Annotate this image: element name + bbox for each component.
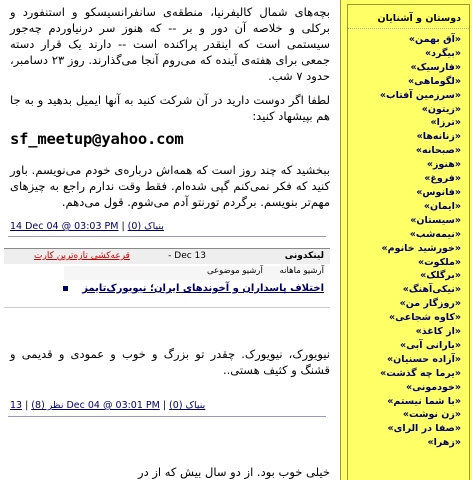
friend-list-item — [348, 297, 461, 311]
separator: | — [162, 400, 167, 411]
friend-list-item — [348, 367, 461, 381]
friend-list-item — [348, 422, 461, 436]
friend-link[interactable]: «نیکی‌آهنگ» — [402, 284, 461, 296]
separator: | — [25, 400, 29, 411]
friend-list-item — [348, 47, 461, 61]
friend-link[interactable]: «زیتون» — [421, 103, 461, 115]
trackback-link[interactable]: بنیاک (0) — [127, 221, 164, 232]
linkdooni-date: - Dec 13 — [168, 251, 206, 261]
friend-link[interactable]: «نیمه‌شب» — [409, 228, 461, 240]
friend-list-item — [348, 103, 461, 117]
post-permalink-date[interactable]: 14 Dec 04 @ 03:03 PM — [10, 221, 119, 232]
friend-list-item — [348, 325, 461, 339]
friend-list-item — [348, 158, 461, 172]
friend-link[interactable]: «فانوس» — [416, 186, 461, 198]
friend-list-item — [348, 353, 461, 367]
friend-link[interactable]: «با شما نیستم» — [387, 395, 461, 407]
post-permalink-date[interactable]: 13 Dec 04 @ 03:01 PM — [10, 400, 160, 411]
friend-link[interactable]: «فارسیک» — [410, 61, 461, 73]
friend-link[interactable]: «آق بهمن» — [408, 34, 461, 45]
comments-link[interactable]: نظر (8) — [31, 400, 64, 411]
friend-list-item — [348, 408, 461, 422]
friend-list-item — [348, 381, 461, 395]
friend-link[interactable]: «فروغ» — [424, 173, 461, 185]
divider — [8, 236, 326, 237]
friend-link[interactable]: «خورشید خانوم» — [381, 242, 461, 254]
linkdooni-header — [4, 249, 330, 264]
friend-list-item — [348, 172, 461, 186]
post-paragraph: لطفا اگر دوست دارید در آن شرکت کنید به آنها ایمیل بدهید و به جا هم بپیشهاد کنید: — [10, 93, 330, 123]
friend-link[interactable]: «لگوماهی» — [408, 75, 461, 87]
post-footer — [0, 400, 336, 411]
friend-link[interactable]: «کاوه شجاعی» — [388, 312, 461, 324]
post-paragraph: خیلی خوب بود. از دو سال بیش که از در — [138, 465, 330, 479]
friend-list-item — [348, 395, 461, 409]
friend-link[interactable]: «روزگار من» — [399, 298, 461, 310]
linkdooni-archive-bar — [64, 266, 324, 280]
linkdooni-box — [4, 248, 330, 308]
friends-list — [348, 33, 469, 450]
friend-list-item — [348, 339, 461, 353]
friend-link[interactable]: «زنانه‌ها» — [416, 131, 461, 143]
divider — [8, 416, 326, 417]
friend-list-item — [348, 186, 461, 200]
friend-link[interactable]: «از کاغذ» — [415, 326, 461, 338]
friend-list-item — [348, 311, 461, 325]
friend-link[interactable]: «یارانی آبی» — [399, 339, 461, 351]
friend-link[interactable]: «خودمونی» — [406, 381, 461, 393]
friend-list-item — [348, 242, 461, 256]
bullet-icon — [63, 286, 68, 291]
separator: | — [121, 221, 125, 232]
friend-link[interactable]: «هنوز» — [426, 159, 461, 171]
friend-list-item — [348, 269, 461, 283]
friend-list-item — [348, 256, 461, 270]
newest-card-link[interactable]: قرعه‌کشی تازه‌ترین کارت — [34, 251, 130, 261]
blog-post — [0, 346, 336, 378]
friend-link[interactable]: «آزاده حسنیان» — [387, 353, 461, 365]
friend-link[interactable]: «ایمان» — [423, 200, 461, 212]
friends-box — [347, 4, 470, 480]
friend-list-item — [348, 75, 461, 89]
post-footer — [0, 221, 336, 232]
friend-list-item — [348, 436, 461, 450]
friend-list-item — [348, 116, 461, 130]
trackback-link[interactable]: بنیاک (0) — [169, 400, 206, 411]
friend-list-item — [348, 283, 461, 297]
friend-list-item — [348, 89, 461, 103]
friend-list-item — [348, 61, 461, 75]
post-paragraph: بچه‌های شمال کالیفرنیا، منطقه‌ی سانفرانسیسکو و استنفورد و برکلی و خلاصه آن دور و بر -- که هنوز سر درنیاوردم چه‌جور سیستمی است که اینقدر پراکنده است -- دارند یک قرار دسته جمعی برای هفته‌ی آینده که می‌روم آنجا می‌گذارند. روز ۲۳ دسامبر، حدود ۷ شب. — [10, 5, 330, 83]
post-paragraph: ببخشید که چند روز است که همه‌اش درباره‌ی خودم می‌نویسم. باور کنید که فکر نمی‌کنم گپی شده‌ام. فقط وقت ندارم راجع به چیزهای مهم‌تر بنویسم. برگردم تورنتو آدم می‌شوم. قول می‌دهم. — [10, 163, 330, 209]
friend-link[interactable]: «صفا در الرای» — [387, 423, 461, 435]
email-address: sf_meetup@yahoo.com — [10, 130, 184, 148]
friend-list-item — [348, 228, 461, 242]
friend-link[interactable]: «صبحانه» — [415, 145, 461, 157]
friend-list-item — [348, 144, 461, 158]
blog-post — [0, 4, 336, 210]
friend-link[interactable]: «برگلک» — [420, 270, 461, 282]
friend-list-item — [348, 214, 461, 228]
friend-link[interactable]: «ملکوت» — [417, 256, 461, 268]
friend-list-item — [348, 200, 461, 214]
friend-link[interactable]: «ترزا» — [430, 117, 461, 129]
friend-link[interactable]: «سرزمین آفتاب» — [379, 89, 461, 101]
friend-link[interactable]: «بیگرد» — [424, 47, 461, 59]
friend-list-item — [348, 130, 461, 144]
friend-list-item — [348, 33, 461, 47]
linkdooni-item-link[interactable]: اختلاف پاسداران و آخوندهای ایران؛ نیویورک‌تایمز — [82, 283, 324, 294]
sidebar-title: دوستان و آشنایان — [348, 5, 469, 29]
friend-link[interactable]: «زهرا» — [427, 437, 461, 449]
linkdooni-title: لینکدونی — [284, 251, 324, 261]
archive-monthly-link[interactable]: آرشیو ماهانه — [279, 266, 324, 276]
archive-topic-link[interactable]: آرشیو موضوعی — [206, 266, 263, 276]
friend-link[interactable]: «زن نوشت» — [402, 409, 461, 421]
blog-post — [0, 464, 336, 480]
post-paragraph: نیویورک، نیویورک. چقدر تو بزرگ و خوب و عمودی و قدیمی و قشنگ و کثیف هستی.. — [10, 347, 330, 377]
sidebar — [340, 0, 472, 480]
friend-link[interactable]: «یرما چه گذشت» — [380, 367, 461, 379]
friend-link[interactable]: «سیستان» — [410, 214, 461, 226]
